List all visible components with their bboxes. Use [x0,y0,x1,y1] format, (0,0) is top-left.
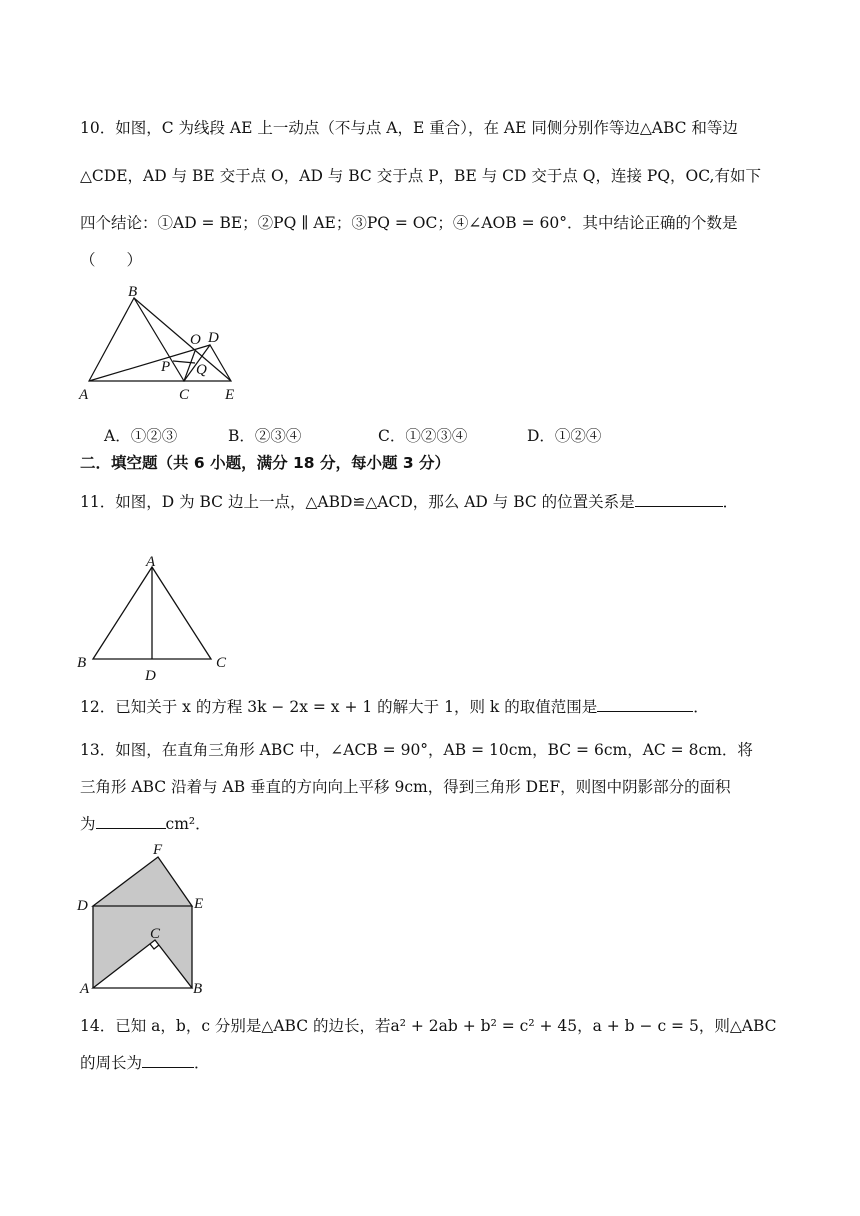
q11-answer-blank [635,492,723,507]
q10-line-2: △CDE，AD 与 BE 交于点 O，AD 与 BC 交于点 P，BE 与 CD 交于点 Q，连接 PQ，OC,有如下 [80,167,761,185]
q10-label-e: E [225,387,235,403]
q10-label-p: P [161,359,171,375]
q14-line-2 [80,1053,210,1073]
q14-answer-blank [142,1053,194,1068]
q13-line-2: 三角形 ABC 沿着与 AB 垂直的方向向上平移 9cm，得到三角形 DEF，则图中阴影部分的面积 [80,778,731,796]
q13-label-d: D [77,898,88,914]
q10-label-d: D [208,330,219,346]
q13-unit: cm²． [165,815,211,833]
q11-text: 11．如图，D 为 BC 边上一点，△ABD≌△ACD，那么 AD 与 BC 的位置关系是 [80,493,635,511]
q10-figure [75,283,245,403]
q10-label-a: A [79,387,89,403]
q12-text: 12．已知关于 x 的方程 3k − 2x = x + 1 的解大于 1，则 k 的取值范围是 [80,698,598,716]
q13-answer-blank [96,814,166,829]
q10-segment-oc [184,351,195,381]
q11-line [80,492,738,512]
q11-end: ． [722,493,739,511]
q11-label-d: D [145,668,156,684]
q14-line-1: 14．已知 a，b，c 分别是△ABC 的边长，若a² + 2ab + b² = c² + 45，a + b − c = 5，则△ABC [80,1017,777,1035]
q11-label-a: A [146,554,156,570]
q11-figure [75,552,245,682]
q10-label-b: B [128,284,138,300]
q10-label-q: Q [196,362,207,378]
q10-option-c: C．①②③④ [378,427,468,445]
q12-end: ． [693,698,709,716]
q13-figure [75,840,215,1000]
q10-line-1: 10．如图，C 为线段 AE 上一动点（不与点 A，E 重合），在 AE 同侧分别作等边△ABC 和等边 [80,119,738,137]
q13-label-e: E [194,896,204,912]
q10-label-o: O [190,332,201,348]
q13-label-b: B [193,981,203,997]
q11-label-b: B [77,655,87,671]
q13-line-3 [80,814,211,834]
q10-option-b: B．②③④ [228,427,302,445]
q13-label-f: F [153,842,163,858]
q13-line-1: 13．如图，在直角三角形 ABC 中，∠ACB = 90°，AB = 10cm，BC = 6cm，AC = 8cm．将 [80,741,753,759]
q13-label-a: A [80,981,90,997]
q11-label-c: C [216,655,227,671]
q14-line-2-start: 的周长为 [80,1054,143,1072]
q12-answer-blank [597,697,693,712]
q13-label-c: C [150,926,161,942]
q10-line-3: 四个结论：①AD = BE；②PQ ∥ AE；③PQ = OC；④∠AOB = 60°．其中结论正确的个数是 [80,214,738,232]
q10-line-4: （ ） [80,251,143,269]
q14-end: ． [194,1054,210,1072]
q10-option-d: D．①②④ [527,427,602,445]
q10-option-a: A．①②③ [104,427,178,445]
q13-line-3-start: 为 [80,815,96,833]
q10-label-c: C [179,387,190,403]
q12-line [80,697,709,717]
section-fill-in-title: 二．填空题（共 6 小题，满分 18 分，每小题 3 分） [80,454,451,472]
